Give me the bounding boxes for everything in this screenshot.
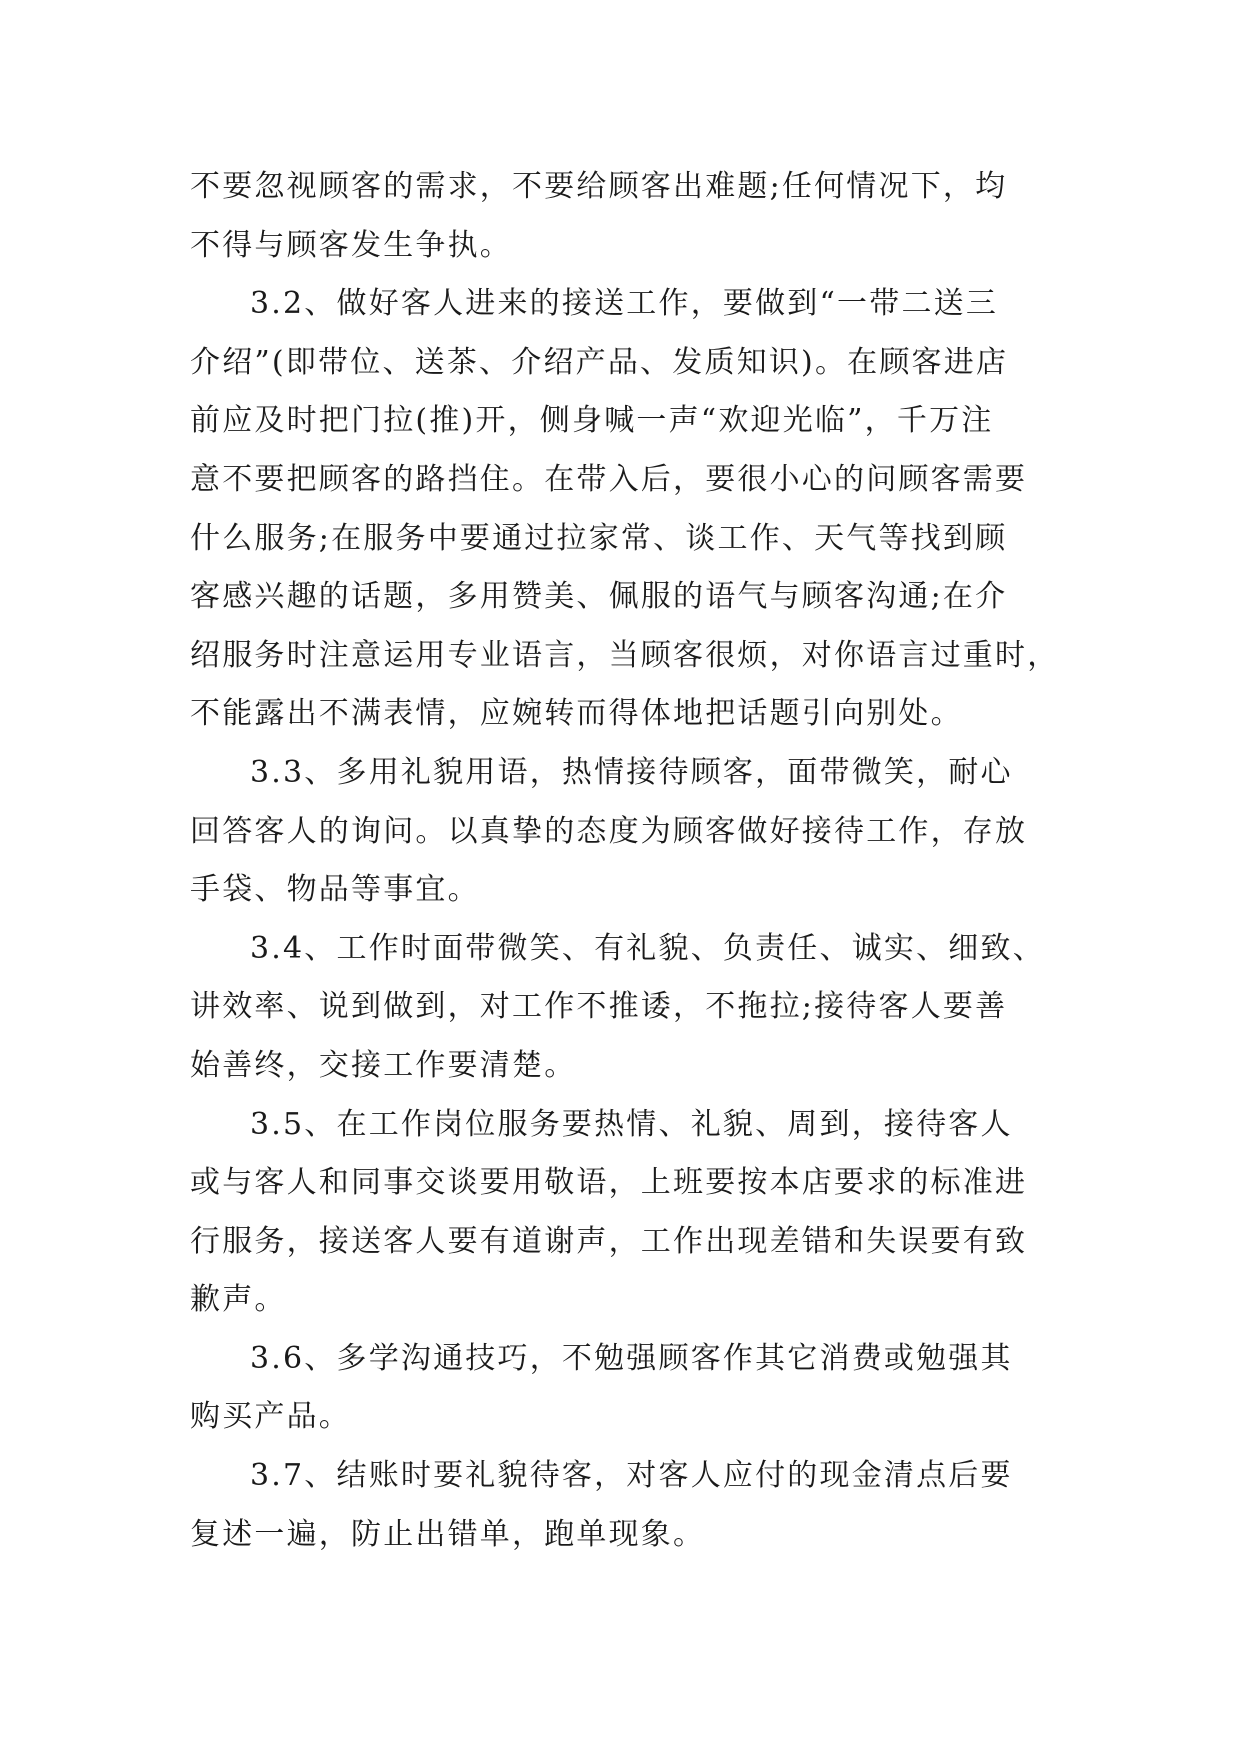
text-line: 讲效率、说到做到，对工作不推诿，不拖拉;接待客人要善 xyxy=(190,989,1008,1025)
text-line: 始善终，交接工作要清楚。 xyxy=(190,1047,577,1083)
text-line: 不得与顾客发生争执。 xyxy=(190,227,512,263)
paragraph-continuation xyxy=(190,158,1070,275)
text-line: 回答客人的询问。以真挚的态度为顾客做好接待工作，存放 xyxy=(190,813,1028,849)
text-line: 复述一遍，防止出错单，跑单现象。 xyxy=(190,1516,706,1552)
text-line: 不能露出不满表情，应婉转而得体地把话题引向别处。 xyxy=(190,696,963,732)
paragraph-3-2 xyxy=(190,275,1070,744)
document-body xyxy=(190,158,1070,1564)
paragraph-3-3 xyxy=(190,744,1070,920)
text-line: 3.7、结账时要礼貌待客，对客人应付的现金清点后要 xyxy=(250,1458,1013,1494)
text-line: 什么服务;在服务中要通过拉家常、谈工作、天气等找到顾 xyxy=(190,520,1008,556)
text-line: 介绍”(即带位、送茶、介绍产品、发质知识)。在顾客进店 xyxy=(190,344,1009,380)
paragraph-3-4 xyxy=(190,920,1070,1096)
paragraph-3-7 xyxy=(190,1447,1070,1564)
text-line: 3.4、工作时面带微笑、有礼貌、负责任、诚实、细致、 xyxy=(250,930,1045,966)
text-line: 或与客人和同事交谈要用敬语，上班要按本店要求的标准进 xyxy=(190,1165,1028,1201)
text-line: 歉声。 xyxy=(190,1282,287,1318)
text-line: 意不要把顾客的路挡住。在带入后，要很小心的问顾客需要 xyxy=(190,461,1028,497)
text-line: 3.5、在工作岗位服务要热情、礼貌、周到，接待客人 xyxy=(250,1106,1013,1142)
text-line: 购买产品。 xyxy=(190,1399,351,1435)
text-line: 3.6、多学沟通技巧，不勉强顾客作其它消费或勉强其 xyxy=(250,1340,1013,1376)
text-line: 绍服务时注意运用专业语言，当顾客很烦，对你语言过重时， xyxy=(190,637,1060,673)
paragraph-3-6 xyxy=(190,1330,1070,1447)
text-line: 手袋、物品等事宜。 xyxy=(190,872,480,908)
text-line: 前应及时把门拉(推)开，侧身喊一声“欢迎光临”，千万注 xyxy=(190,403,994,439)
paragraph-3-5 xyxy=(190,1096,1070,1330)
text-line: 不要忽视顾客的需求，不要给顾客出难题;任何情况下，均 xyxy=(190,169,1008,204)
text-line: 客感兴趣的话题，多用赞美、佩服的语气与顾客沟通;在介 xyxy=(190,579,1008,615)
text-line: 3.2、做好客人进来的接送工作，要做到“一带二送三 xyxy=(250,286,999,322)
text-line: 3.3、多用礼貌用语，热情接待顾客，面带微笑，耐心 xyxy=(250,754,1013,790)
text-line: 行服务，接送客人要有道谢声，工作出现差错和失误要有致 xyxy=(190,1223,1028,1259)
